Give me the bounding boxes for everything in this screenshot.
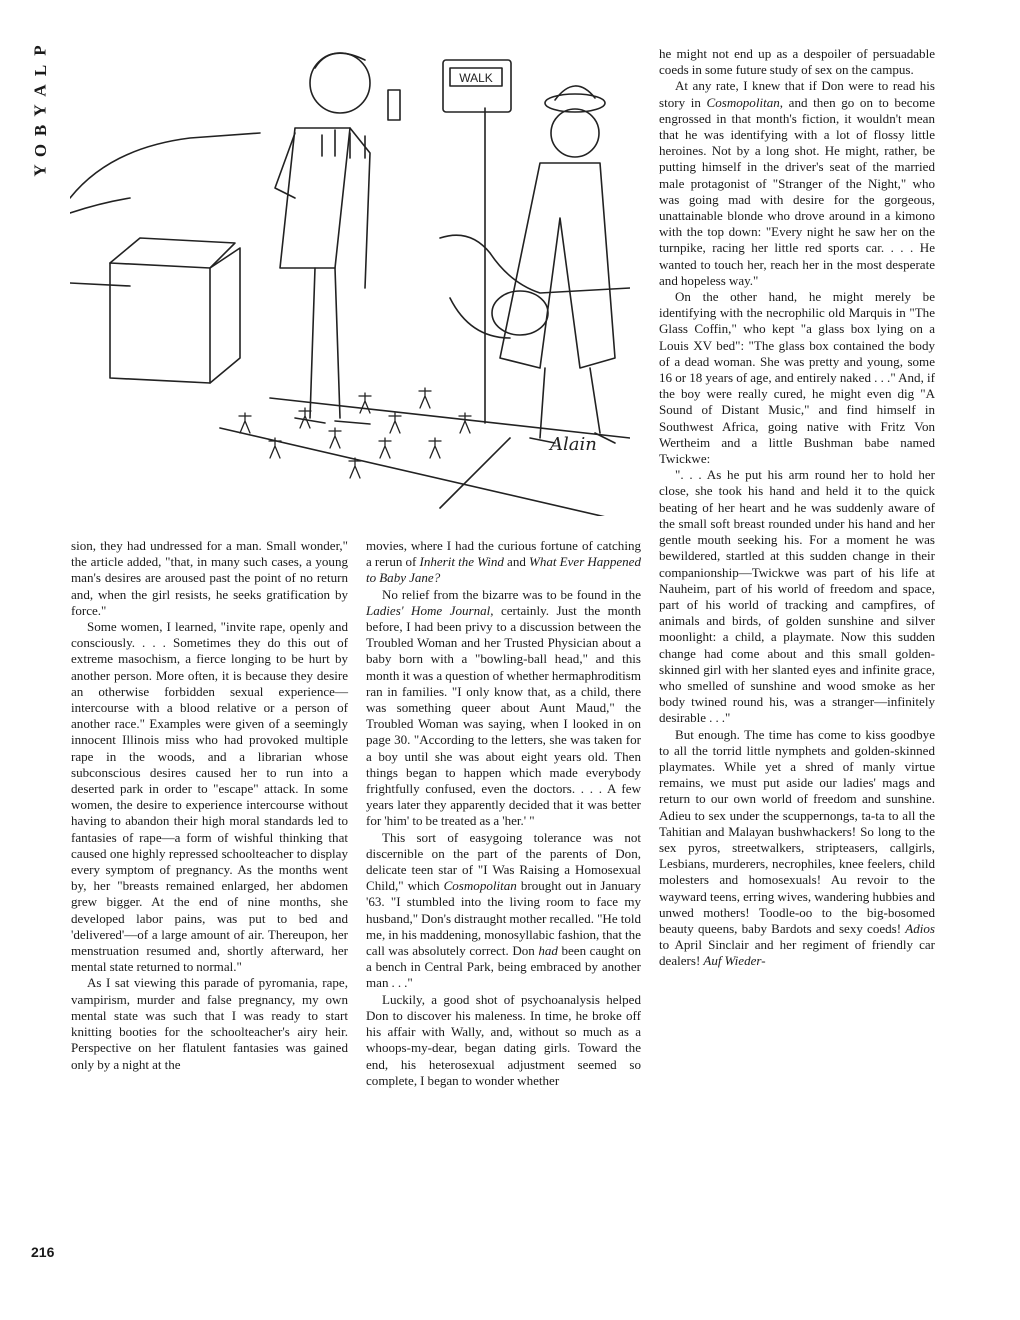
paragraph: ". . . As he put his arm round her to hold her close, she took his hand and held it to the quick beating of her heart and he was suddenly aware of the small soft breast rounded under his hand and her gentle mouth seeking his. For a moment he was bewildered, startled at this sudden change in their companionship—Twickwe was part of his life at Nauheim, part of his world of freedom and space, part of his world of tracking and campfires, of animals and birds, of golden sunshine and silver moonlight: a child, a playmate. Now this sudden change had come about and this small golden-skinned girl with her slanted eyes and infinite grace, who smelled of sunshine and wood smoke as her body twined round his, was a stranger—infinitely desirable . . ." [659, 467, 935, 726]
paragraph: he might not end up as a despoiler of persuadable coeds in some future study of sex on the campus. [659, 46, 935, 78]
paragraph: movies, where I had the curious fortune of catching a rerun of Inherit the Wind and What Ever Happened to Baby Jane? [366, 538, 641, 586]
paragraph: No relief from the bizarre was to be found in the Ladies' Home Journal, certainly. Just the month before, I had been privy to a discussion between the Troubled Woman and her Trusted Physician about a baby born with a "bowling-ball head," and this month it was a question of whether hermaphroditism ran in families. "I only know that, as a child, there was something queer about Aunt Maud," the Troubled Woman was saying, when I looked in on page 30. "According to the letters, she was taken for a boy until she was about eight years old. Then things began to happen which made everybody frightfully confused, even the doctors. . . . A few years later they apparently decided that it was better for 'him' to be treated as a 'her.' " [366, 586, 641, 829]
masthead-letter-y2: Y [31, 163, 50, 177]
page-number: 216 [31, 1244, 55, 1260]
paragraph: On the other hand, he might merely be identifying with the necrophilic old Marquis in "The Glass Coffin," who kept "a glass box lying on a Louis XV bed": "The glass box contained the body of a dead woman. She was pretty and young, some 16 or 18 years of age, and entirely naked . . ." And, if the boy were really cured, he might even dig "A Sound of Distant Music," and find himself in Southwest Africa, going native with Fritz Von Wertheim and a little Bushman babe named Twickwe: [659, 289, 935, 467]
paragraph: As I sat viewing this parade of pyromania, rape, vampirism, murder and false pregnancy, my own mental state was such that I was ready to start knitting booties for the schoolteacher's airy heir. Perspective on her flatulent fantasies was gained only by a night at the [71, 975, 348, 1072]
text-column-3 [659, 46, 935, 970]
paragraph: At any rate, I knew that if Don were to read his story in Cosmopolitan, and then go on to become engrossed in that month's fiction, it wouldn't mean that he was identifying with a lot of flossy little heroines. Not by a long shot. He might, rather, be putting himself in the driver's seat of the married male protagonist of "Stranger of the Night," who was going mad with desire for the gorgeous, unattainable blonde who drove around in a kimono with the top down: "Every night he saw her on the turnpike, racing her little red sports car. . . . He wanted to touch her, reach her in the most desperate and hopeless way." [659, 78, 935, 288]
masthead-letter-p: P [30, 44, 50, 56]
masthead-letter-o: O [30, 142, 50, 158]
paragraph: But enough. The time has come to kiss goodbye to all the torrid little nymphets and golden-skinned playmates. While yet a shred of manly virtue remains, we must put aside our ladies' mags and return to our own world of freedom and sunshine. Adieu to sex under the scuppernongs, ta-ta to all the Tahitian and Malayan bushwhackers! So long to the sex pyros, streetwalkers, stripteasers, callgirls, Lesbians, murderers, necrophiles, knee feelers, child molesters and homosexuals! Au revoir to the wayward teens, erring wives, wandering hubbies and unwed mothers! Toodle-oo to the big-bosomed beauty queens, baby Bardots and sexy coeds! Adios to April Sinclair and her regiment of friendly car dealers! Auf Wieder- [659, 726, 935, 969]
walk-sign-text: WALK [459, 71, 493, 85]
text-column-2 [366, 538, 641, 1089]
masthead-letter-y: Y [31, 103, 50, 117]
paragraph: sion, they had undressed for a man. Small wonder," the article added, "that, in many such cases, a young man's desires are aroused past the point of no return and, when the girl resists, he seeks gratification by force." [71, 538, 348, 618]
text-column-1 [71, 538, 348, 1073]
cartoonist-signature: Alain [550, 434, 597, 455]
paragraph: Some women, I learned, "invite rape, openly and consciously. . . . Sometimes they do this out of extreme masochism, a fierce longing to be hurt by another person. More often, it is because they desire an otherwise forbidden sexual experience—intercourse with a blood relative or a person of another race." Examples were given of a seemingly innocent Illinois miss who had provoked multiple rape in the woods, and a librarian whose subconscious desires caused her to run into a deserted park in order to "escape" attack. In some women, the desire to experience intercourse without having to abandon their high moral standards led to fantasies of rape—a form of wishful thinking that caused one highly repressed schoolteacher to display every symptom of pregnancy. As the months went by, her "breasts remained enlarged, her abdomen grew bigger. At the end of nine months, she developed labor pains, was put to bed and 'delivered'—of a large amount of air. Thereupon, her menstruation resumed and, shortly afterward, her mental state returned to normal." [71, 619, 348, 975]
cartoon-illustration [70, 38, 630, 516]
masthead-letter-l: L [31, 63, 50, 77]
masthead-letter-a: A [31, 83, 50, 97]
paragraph: Luckily, a good shot of psychoanalysis helped Don to discover his maleness. In time, he broke off his affair with Wally, and, without so much as a whoops-my-dear, began dating girls. Toward the end, his heterosexual adjustment seemed so complete, I began to wonder whether [366, 991, 641, 1088]
paragraph: This sort of easygoing tolerance was not discernible on the part of the parents of Don, delicate teen star of "I Was Raising a Homosexual Child," which Cosmopolitan brought out in January '63. "I stumbled into the living room to face my husband," Don's distraught mother recalled. "He told me, in his maddening, monosyllabic fashion, that the call was absolutely correct. Don had been caught on a bench in Central Park, being embraced by another man . . ." [366, 829, 642, 991]
playboy-masthead [30, 40, 52, 180]
masthead-letter-b: B [31, 123, 50, 137]
